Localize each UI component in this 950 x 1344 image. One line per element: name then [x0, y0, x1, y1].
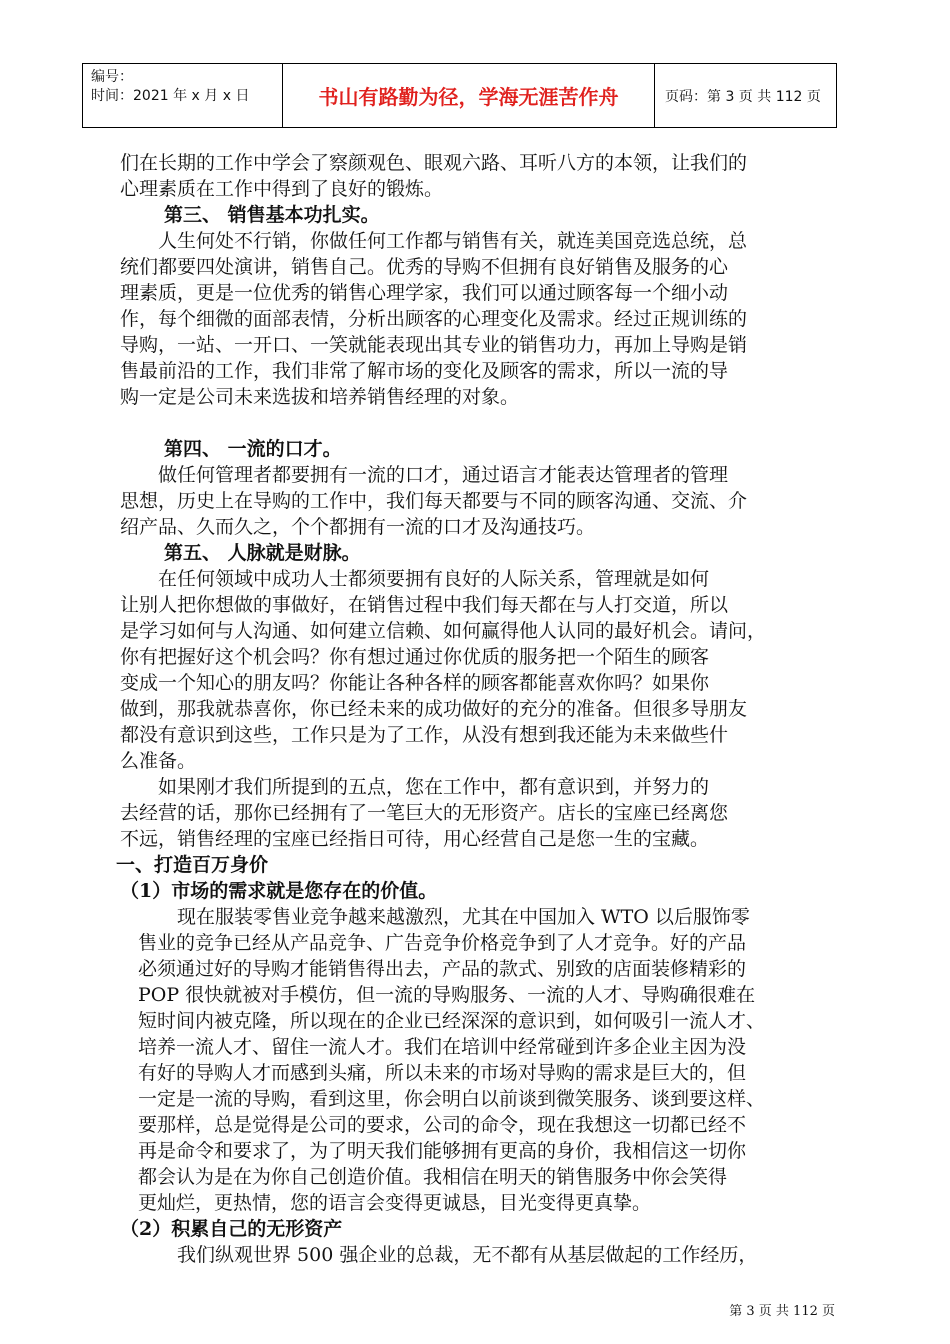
body-line: 统们都要四处演讲，销售自己。优秀的导购不但拥有良好销售及服务的心 [120, 256, 729, 278]
chapter-heading: 一、打造百万身价 [116, 854, 269, 876]
motto-text: 书山有路勤为径，学海无涯苦作舟 [318, 85, 619, 109]
document-body [116, 150, 838, 1268]
body-line: 更灿烂，更热情，您的语言会变得更诚恳，目光变得更真挚。 [138, 1192, 652, 1214]
body-line: 思想，历史上在导购的工作中，我们每天都要与不同的顾客沟通、交流、介 [120, 490, 748, 512]
page-footer [729, 1300, 835, 1319]
page-header-table [82, 63, 837, 128]
body-line: 必须通过好的导购才能销售得出去，产品的款式、别致的店面装修精彩的 [138, 958, 747, 980]
body-line: 让别人把你想做的事做好，在销售过程中我们每天都在与人打交道，所以 [120, 594, 729, 616]
header-page-label: 页码：第 3 页 共 112 页 [665, 88, 821, 105]
document-number-label: 编号： [91, 69, 133, 85]
body-line: 再是命令和要求了，为了明天我们能够拥有更高的身价，我相信这一切你 [138, 1140, 747, 1162]
body-line: 有好的导购人才而感到头痛，所以未来的市场对导购的需求是巨大的，但 [138, 1062, 747, 1084]
header-left-cell [83, 64, 283, 127]
body-line: 要那样，总是觉得是公司的要求，公司的命令，现在我想这一切都已经不 [138, 1114, 747, 1136]
subsection-heading: （1）市场的需求就是您存在的价值。 [120, 880, 438, 902]
blank-line [120, 410, 838, 436]
body-line: 导购，一站、一开口、一笑就能表现出其专业的销售功力，再加上导购是销 [120, 334, 748, 356]
body-line: 作，每个细微的面部表情，分析出顾客的心理变化及需求。经过正规训练的 [120, 308, 748, 330]
body-line: 心理素质在工作中得到了良好的锻炼。 [120, 178, 444, 200]
body-line: 去经营的话，那你已经拥有了一笔巨大的无形资产。店长的宝座已经离您 [120, 802, 729, 824]
body-line: 你有把握好这个机会吗？你有想过通过你优质的服务把一个陌生的顾客 [120, 646, 710, 668]
body-line: 在任何领域中成功人士都须要拥有良好的人际关系，管理就是如何 [158, 568, 710, 590]
body-line: POP 很快就被对手模仿，但一流的导购服务、一流的人才、导购确很难在 [138, 984, 756, 1006]
body-line: 理素质，更是一位优秀的销售心理学家，我们可以通过顾客每一个细小动 [120, 282, 729, 304]
body-line: 如果刚才我们所提到的五点，您在工作中，都有意识到，并努力的 [158, 776, 710, 798]
body-line: 绍产品、久而久之，个个都拥有一流的口才及沟通技巧。 [120, 516, 596, 538]
body-line: 做到，那我就恭喜你，你已经未来的成功做好的充分的准备。但很多导朋友 [120, 698, 748, 720]
body-line: 人生何处不行销，你做任何工作都与销售有关，就连美国竞选总统，总 [158, 230, 748, 252]
footer-page-number: 第 3 页 共 112 页 [729, 1304, 835, 1319]
body-line: 都没有意识到这些，工作只是为了工作，从没有想到我还能为未来做些什 [120, 724, 729, 746]
body-line: 现在服装零售业竞争越来越激烈，尤其在中国加入 WTO 以后服饰零 [177, 906, 750, 928]
body-line: 不远，销售经理的宝座已经指日可待，用心经营自己是您一生的宝藏。 [120, 828, 710, 850]
body-line: 一定是一流的导购，看到这里，你会明白以前谈到微笑服务、谈到要这样、 [138, 1088, 766, 1110]
body-line: 短时间内被克隆，所以现在的企业已经深深的意识到，如何吸引一流人才、 [138, 1010, 766, 1032]
body-line: 是学习如何与人沟通、如何建立信赖、如何赢得他人认同的最好机会。请问， [120, 620, 767, 642]
body-line: 么准备。 [120, 750, 197, 772]
header-page-cell [655, 64, 836, 127]
section-heading: 第五、 人脉就是财脉。 [164, 542, 361, 564]
body-line: 购一定是公司未来选拔和培养销售经理的对象。 [120, 386, 520, 408]
body-line: 们在长期的工作中学会了察颜观色、眼观六路、耳听八方的本领，让我们的 [120, 152, 748, 174]
document-time-label: 时间：2021 年 x 月 x 日 [91, 88, 250, 104]
body-line: 我们纵观世界 500 强企业的总裁，无不都有从基层做起的工作经历， [177, 1244, 758, 1266]
section-heading: 第三、 销售基本功扎实。 [164, 204, 380, 226]
body-line: 售业的竞争已经从产品竞争、广告竞争价格竞争到了人才竞争。好的产品 [138, 932, 747, 954]
body-line: 售最前沿的工作，我们非常了解市场的变化及顾客的需求，所以一流的导 [120, 360, 729, 382]
header-motto [283, 64, 655, 127]
section-heading: 第四、 一流的口才。 [164, 438, 342, 460]
body-line: 变成一个知心的朋友吗？你能让各种各样的顾客都能喜欢你吗？如果你 [120, 672, 710, 694]
body-line: 都会认为是在为你自己创造价值。我相信在明天的销售服务中你会笑得 [138, 1166, 728, 1188]
body-line: 做任何管理者都要拥有一流的口才，通过语言才能表达管理者的管理 [158, 464, 729, 486]
body-line: 培养一流人才、留住一流人才。我们在培训中经常碰到许多企业主因为没 [138, 1036, 747, 1058]
subsection-heading: （2）积累自己的无形资产 [120, 1218, 343, 1240]
